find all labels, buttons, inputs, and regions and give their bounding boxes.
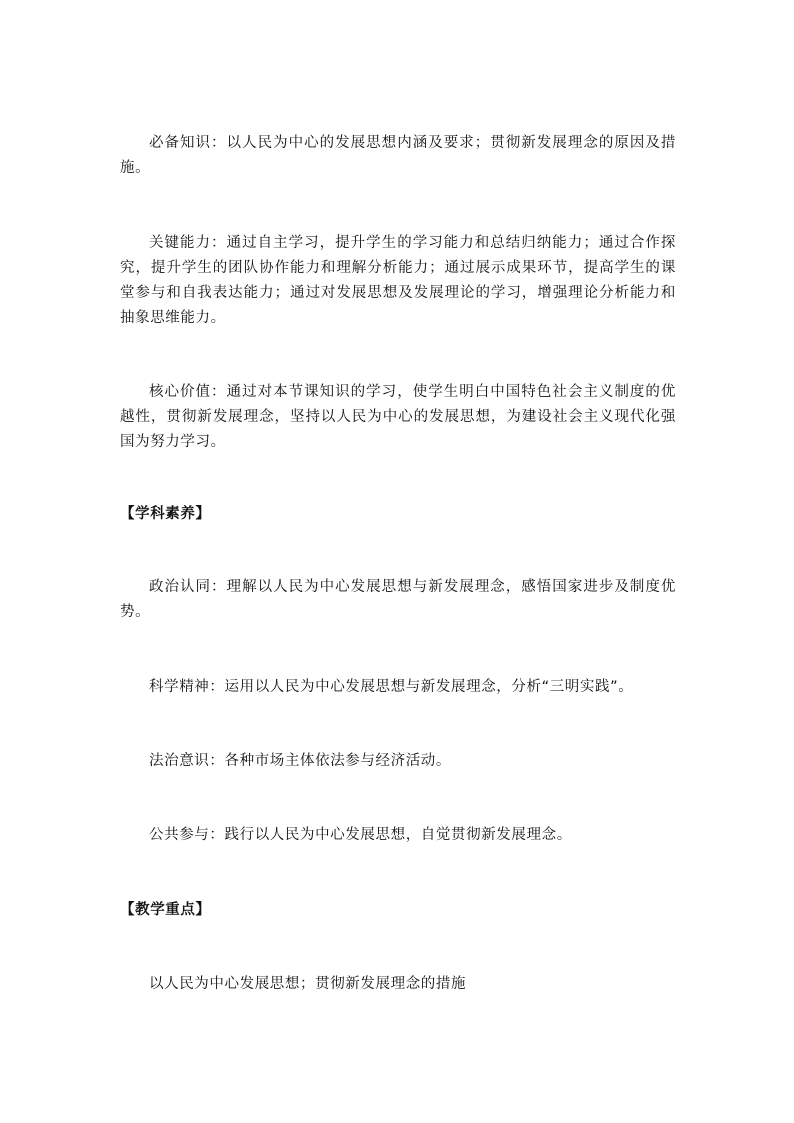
scientific-spirit-paragraph: 科学精神：运用以人民为中心发展思想与新发展理念，分析“三明实践”。 bbox=[149, 679, 634, 695]
political-identity-paragraph: 政治认同：理解以人民为中心发展思想与新发展理念，感悟国家进步及制度优势。 bbox=[120, 579, 676, 620]
core-value-paragraph: 核心价值：通过对本节课知识的学习，使学生明白中国特色社会主义制度的优越性，贯彻新发展理念，坚持以人民为中心的发展思想，为建设社会主义现代化强国为努力学习。 bbox=[120, 384, 676, 450]
key-ability-paragraph: 关键能力：通过自主学习，提升学生的学习能力和总结归纳能力；通过合作探究，提升学生的团队协作能力和理解分析能力；通过展示成果环节，提高学生的课堂参与和自我表达能力；通过对发展思想及发展理论的学习，增强理论分析能力和抽象思维能力。 bbox=[120, 235, 676, 326]
rule-of-law-paragraph: 法治意识：各种市场主体依法参与经济活动。 bbox=[149, 753, 451, 769]
teaching-key-points-content: 以人民为中心发展思想；贯彻新发展理念的措施 bbox=[149, 976, 467, 992]
subject-literacy-heading: 【学科素养】 bbox=[120, 506, 211, 522]
teaching-key-points-heading: 【教学重点】 bbox=[120, 902, 211, 918]
public-participation-paragraph: 公共参与：践行以人民为中心发展思想，自觉贯彻新发展理念。 bbox=[149, 827, 572, 843]
required-knowledge-paragraph: 必备知识：以人民为中心的发展思想内涵及要求；贯彻新发展理念的原因及措施。 bbox=[120, 135, 676, 176]
